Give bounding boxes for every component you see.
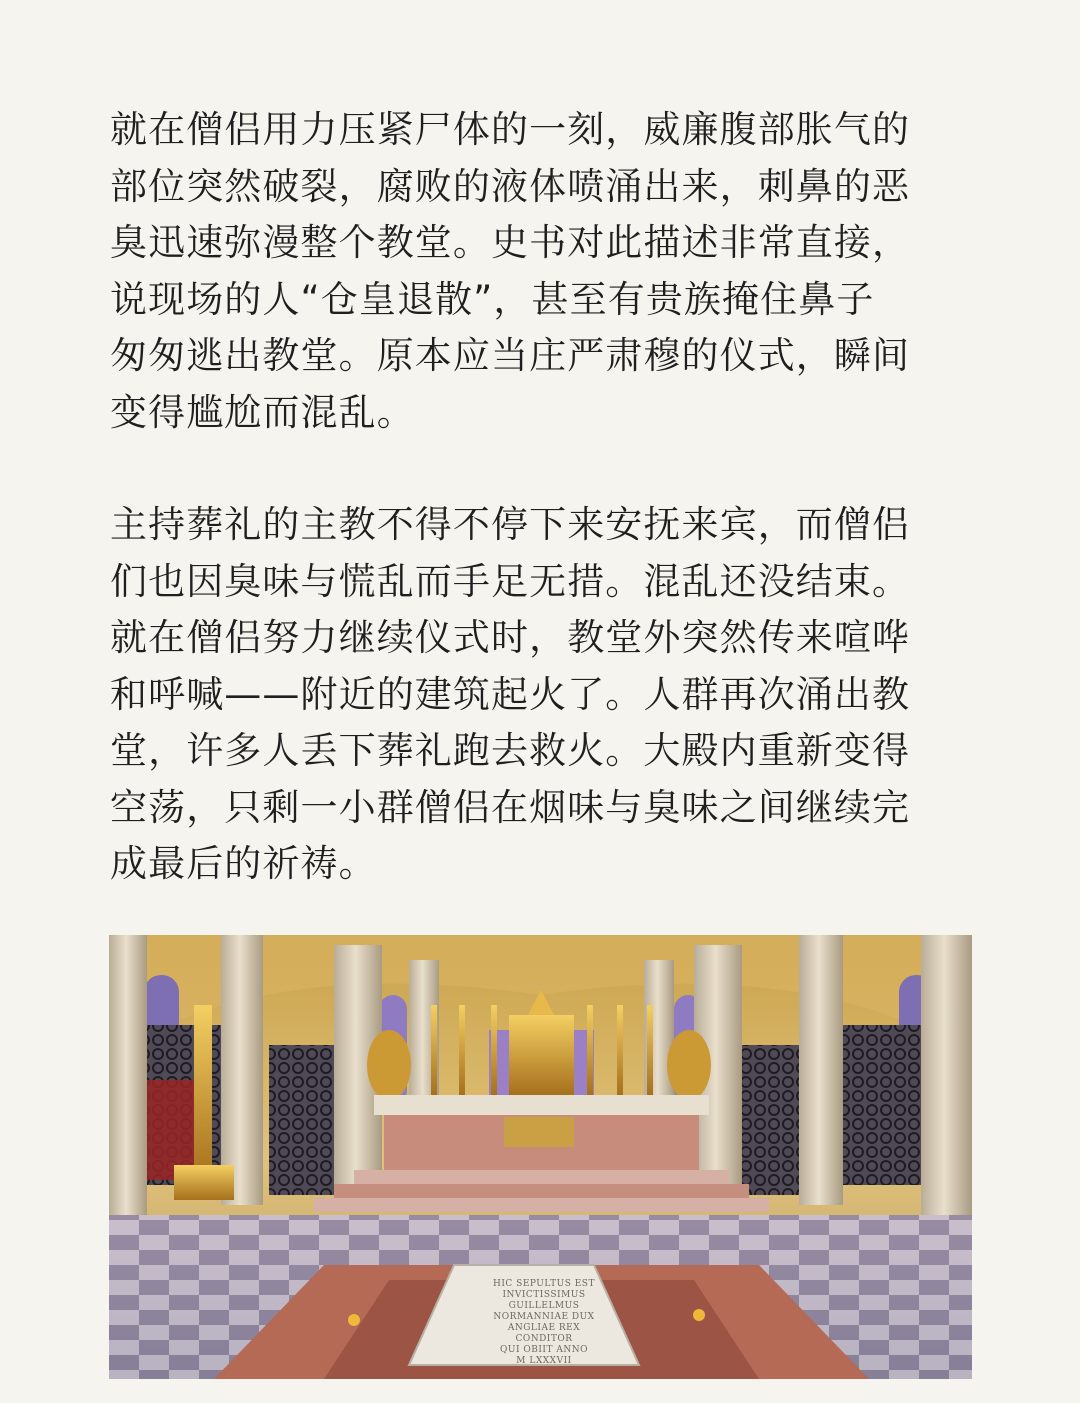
tomb-inscription [449, 1279, 639, 1367]
tomb-inscription-line: INVICTISSIMUS [502, 1290, 586, 1300]
church-interior-photo [109, 935, 972, 1379]
paragraph-1 [110, 102, 972, 441]
tomb-inscription-line: ANGLIAE REX [507, 1323, 581, 1333]
paragraph-2-line: 空荡，只剩一小群僧侣在烟味与臭味之间继续完 [110, 785, 911, 829]
paragraph-2-line: 成最后的祈祷。 [110, 842, 377, 885]
paragraph-2-line: 和呼喊——附近的建筑起火了。人群再次涌出教 [110, 672, 911, 716]
article-body [110, 102, 972, 893]
tomb-inscription-line: HIC SEPULTUS EST [493, 1279, 595, 1289]
paragraph-1-line: 部位突然破裂，腐败的液体喷涌出来，刺鼻的恶 [110, 164, 911, 208]
paragraph-1-line: 就在僧侣用力压紧尸体的一刻，威廉腹部胀气的 [110, 108, 911, 151]
tomb-inscription-line: CONDITOR [515, 1334, 573, 1344]
paragraph-2-line: 就在僧侣努力继续仪式时，教堂外突然传来喧哗 [110, 616, 911, 659]
paragraph-1-line: 说现场的人“仓皇退散”，甚至有贵族掩住鼻子 [110, 277, 875, 321]
tomb-inscription-line: QUI OBIIT ANNO [500, 1345, 588, 1355]
paragraph-1-line: 变得尴尬而混乱。 [110, 390, 415, 434]
paragraph-2-line: 们也因臭味与慌乱而手足无措。混乱还没结束。 [110, 559, 911, 603]
paragraph-2 [110, 497, 972, 893]
tomb-inscription-line: GUILLELMUS [508, 1301, 580, 1311]
paragraph-2-line: 堂，许多人丢下葬礼跑去救火。大殿内重新变得 [110, 729, 911, 772]
paragraph-1-line: 臭迅速弥漫整个教堂。史书对此描述非常直接， [110, 221, 911, 264]
tomb-inscription-line: M LXXXVII [516, 1356, 572, 1366]
paragraph-2-line: 主持葬礼的主教不得不停下来安抚来宾，而僧侣 [110, 503, 911, 546]
tomb-inscription-line: NORMANNIAE DUX [493, 1312, 595, 1322]
paragraph-1-line: 匆匆逃出教堂。原本应当庄严肃穆的仪式，瞬间 [110, 334, 911, 377]
